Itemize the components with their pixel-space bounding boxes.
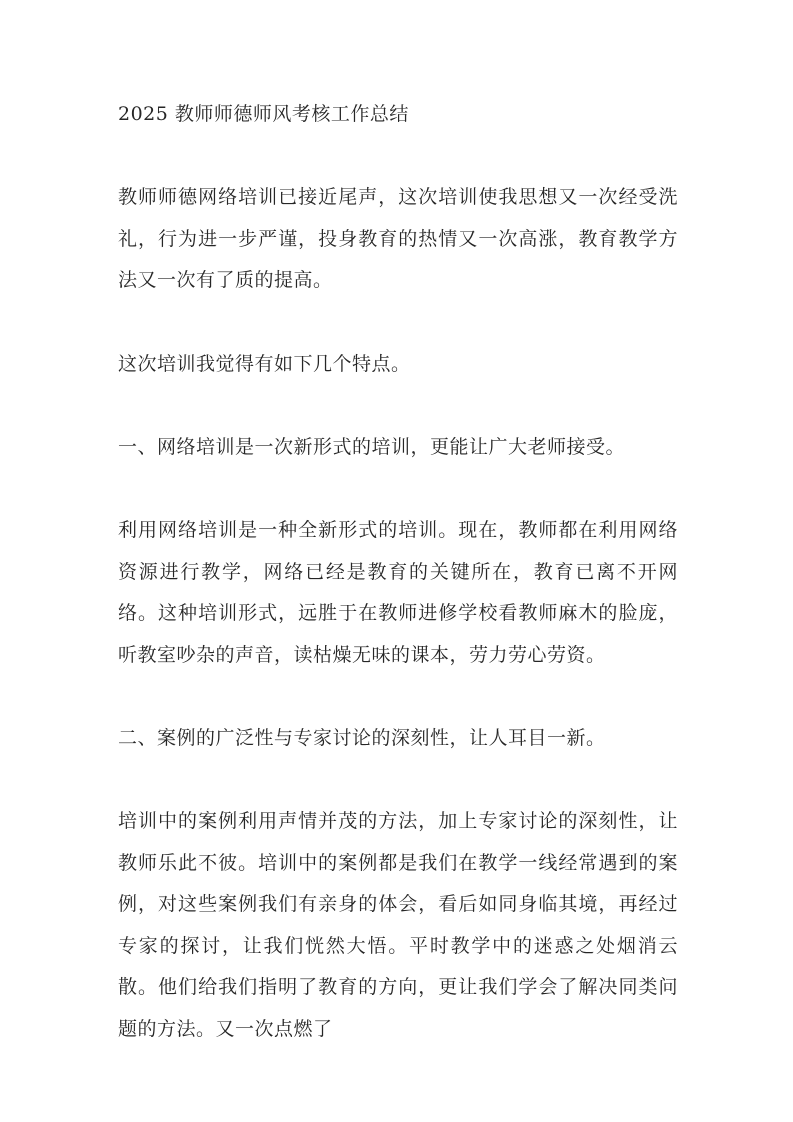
- paragraph-intro: 教师师德网络培训已接近尾声，这次培训使我思想又一次经受洗礼，行为进一步严谨，投身教育的热情又一次高涨，教育教学方法又一次有了质的提高。: [118, 186, 678, 292]
- paragraph-point-one-body: 利用网络培训是一种全新形式的培训。现在，教师都在利用网络资源进行教学，网络已经是教育的关键所在，教育已离不开网络。这种培训形式，远胜于在教师进修学校看教师麻木的脸庞，听教室吵杂的声音，读枯燥无味的课本，劳力劳心劳资。: [118, 518, 678, 666]
- paragraph-point-two-body: 培训中的案例利用声情并茂的方法，加上专家讨论的深刻性，让教师乐此不彼。培训中的案例都是我们在教学一线经常遇到的案例，对这些案例我们有亲身的体会，看后如同身临其境，再经过专家的探讨，让我们恍然大悟。平时教学中的迷惑之处烟消云散。他们给我们指明了教育的方向，更让我们学会了解决同类问题的方法。又一次点燃了: [118, 810, 678, 1041]
- document-title: 2025 教师师德师风考核工作总结: [118, 103, 409, 125]
- paragraph-point-two-heading: 二、案例的广泛性与专家讨论的深刻性，让人耳目一新。: [118, 726, 606, 749]
- paragraph-point-one-heading: 一、网络培训是一次新形式的培训，更能让广大老师接受。: [118, 435, 626, 458]
- paragraph-features-lead: 这次培训我觉得有如下几个特点。: [118, 352, 411, 375]
